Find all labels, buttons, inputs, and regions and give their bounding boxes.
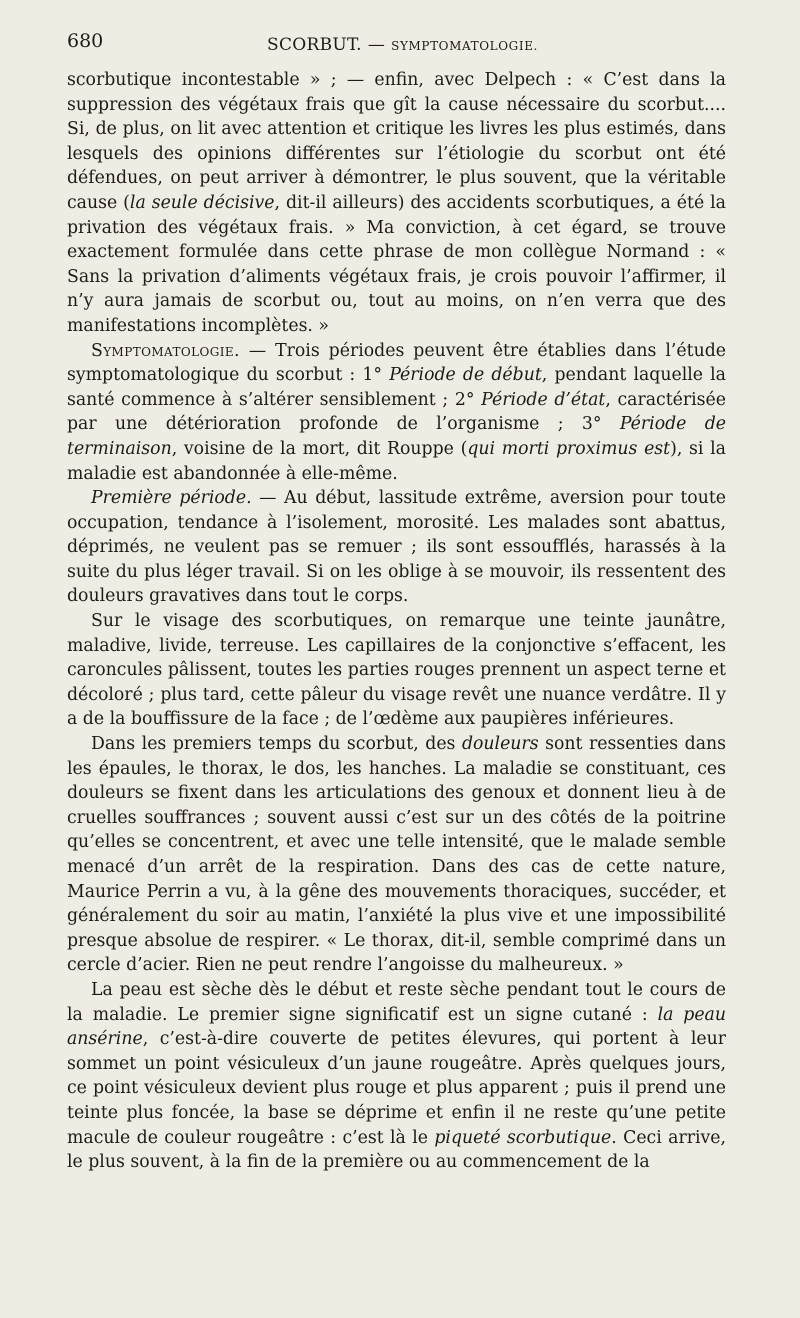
text-run: ), si la maladie est abandonnée à elle-même. <box>67 438 726 484</box>
italic-text: piqueté scorbutique <box>434 1127 612 1148</box>
text-run: , c’est-à-dire couverte de petites élevures, qui portent à leur sommet un point vésiculeux d’un jaune rougeâtre. Après quelques jours, ce point vésiculeux devient plus rouge et plus apparent ; puis il prend une teinte plus foncée, la base se déprime et enfin il ne reste qu’une petite macule de couleur rougeâtre : c’est là le <box>67 1029 726 1148</box>
italic-text: qui morti proximus est <box>467 438 671 459</box>
italic-text: Période de début <box>389 365 542 386</box>
italic-text: Période d’état <box>481 389 606 410</box>
paragraph-p2 <box>67 339 726 487</box>
text-run: Dans les premiers temps du scorbut, des <box>91 734 462 755</box>
text-run: scorbutique incontestable » ; — enfin, avec Delpech : « C’est dans la suppression des végétaux frais que gît la cause nécessaire du scorbut.... Si, de plus, on lit avec attention et critique les livres les plus estimés, dans lesquels des opinions différentes sur l’étiologie du scorbut ont été défendues, on peut arriver à démontrer, le plus souvent, que la véritable cause ( <box>67 70 726 213</box>
italic-text: Période de terminaison <box>67 414 727 459</box>
running-head <box>67 30 726 64</box>
paragraph-p4 <box>67 609 726 732</box>
italic-text: Première période. <box>91 488 252 509</box>
text-run: — Trois périodes peuvent être établies dans l’étude symptomatologique du scorbut : 1° <box>67 340 726 386</box>
text-run: — Au début, lassitude extrême, aversion pour toute occupation, tendance à l’isolement, morosité. Les malades sont abattus, déprimés, ne veulent pas se remuer ; ils sont essoufflés, harassés à la suite du plus léger travail. Si on les oblige à se mouvoir, ils ressentent des douleurs gravatives dans tout le corps. <box>67 488 726 607</box>
body-text <box>67 68 726 1175</box>
running-title <box>267 35 538 55</box>
paragraph-p3 <box>67 486 726 609</box>
italic-text: la seule décisive <box>129 192 275 213</box>
paragraph-p6 <box>67 978 726 1175</box>
text-run: sont ressenties dans les épaules, le thorax, le dos, les hanches. La maladie se constituant, ces douleurs se fixent dans les articulations des genoux et donnent lieu à de cruelles souffrances ; souvent aussi c’est sur un des côtés de la poitrine qu’elles se concentrent, et avec une telle intensité, que le malade semble menacé d’un arrêt de la respiration. Dans des cas de cette nature, Maurice Perrin a vu, à la gêne des mouvements thoraciques, succéder, et généralement du soir au matin, l’anxiété la plus vive et une impossibilité presque absolue de respirer. « Le thorax, dit-il, semble comprimé dans un cercle d’acier. Rien ne peut rendre l’angoisse du malheureux. » <box>67 734 727 976</box>
paragraph-p5 <box>67 732 726 978</box>
paragraph-p1 <box>67 68 726 339</box>
italic-text: douleurs <box>461 734 539 755</box>
title-dash: — <box>367 35 386 55</box>
section-heading: Symptomatologie. <box>91 340 240 361</box>
text-run: , caractérisée par une détérioration profonde de l’organisme ; 3° <box>67 389 726 435</box>
page-number: 680 <box>67 30 104 52</box>
text-run: Sur le visage des scorbutiques, on remarque une teinte jaunâtre, maladive, livide, terreuse. Les capillaires de la conjonctive s’effacent, les caroncules pâlissent, toutes les parties rouges prennent un aspect terne et décoloré ; plus tard, cette pâleur du visage revêt une nuance verdâtre. Il y a de la bouffissure de la face ; de l’œdème aux paupières inférieures. <box>67 611 726 730</box>
section-title: SYMPTOMATOLOGIE. <box>391 39 538 53</box>
text-run: , voisine de la mort, dit Rouppe ( <box>171 438 468 459</box>
text-run: . Ceci arrive, le plus souvent, à la fin de la première ou au commencement de la <box>67 1127 726 1173</box>
text-run: , dit-il ailleurs) des accidents scorbutiques, a été la privation des végétaux frais. » Ma conviction, à cet égard, se trouve exactement formulée dans cette phrase de mon collègue Normand : « Sans la privation d’aliments végétaux frais, je crois pouvoir l’affirmer, il n’y aura jamais de scorbut ou, tout au moins, on n’en verra que des manifestations incomplètes. » <box>67 192 726 336</box>
italic-text: la peau ansérine <box>67 1004 726 1050</box>
text-run: La peau est sèche dès le début et reste sèche pendant tout le cours de la maladie. Le premier signe significatif est un signe cutané : <box>67 979 726 1025</box>
text-run: , pendant laquelle la santé commence à s’altérer sensiblement ; 2° <box>67 365 726 410</box>
chapter-title: SCORBUT. <box>267 35 362 55</box>
